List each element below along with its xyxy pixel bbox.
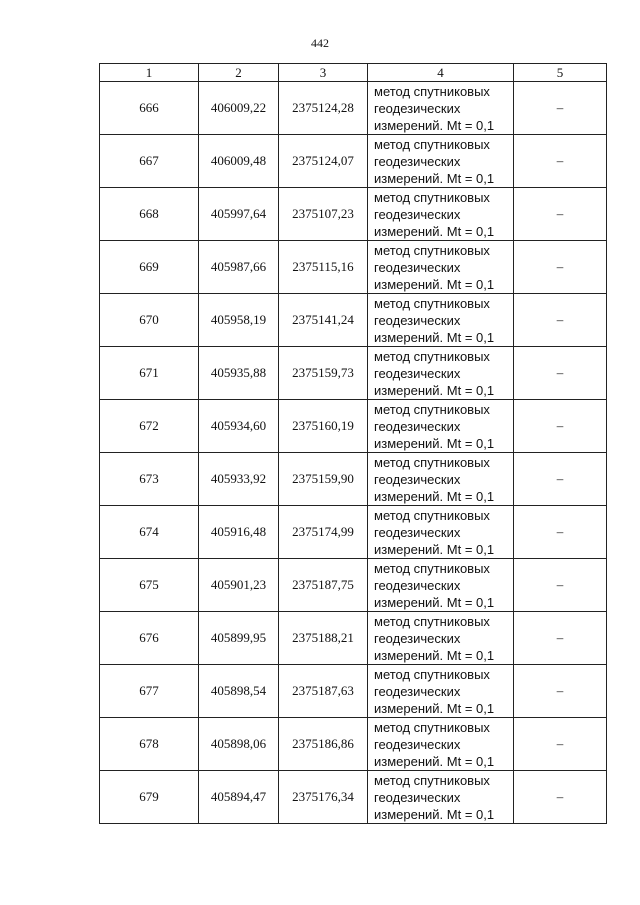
point-number: 671 bbox=[100, 347, 199, 400]
point-number: 672 bbox=[100, 400, 199, 453]
method-description bbox=[368, 400, 514, 453]
method-line-2: геодезических bbox=[374, 153, 461, 169]
coord-x: 405894,47 bbox=[199, 771, 279, 824]
note-cell: – bbox=[514, 665, 607, 718]
point-number: 679 bbox=[100, 771, 199, 824]
method-line-2: геодезических bbox=[374, 312, 461, 328]
table-row bbox=[100, 241, 607, 294]
note-cell: – bbox=[514, 294, 607, 347]
method-description bbox=[368, 559, 514, 612]
coord-x: 405898,06 bbox=[199, 718, 279, 771]
note-cell: – bbox=[514, 347, 607, 400]
method-line-3: измерений. Mt = 0,1 bbox=[374, 435, 495, 451]
coord-x: 405899,95 bbox=[199, 612, 279, 665]
method-line-1: метод спутниковых bbox=[374, 401, 490, 417]
table-row bbox=[100, 771, 607, 824]
method-description bbox=[368, 771, 514, 824]
method-line-2: геодезических bbox=[374, 789, 461, 805]
header-col-4: 4 bbox=[368, 64, 514, 82]
table-row bbox=[100, 718, 607, 771]
coord-y: 2375174,99 bbox=[279, 506, 368, 559]
method-line-2: геодезических bbox=[374, 206, 461, 222]
table-row bbox=[100, 453, 607, 506]
method-line-1: метод спутниковых bbox=[374, 295, 490, 311]
method-line-2: геодезических bbox=[374, 259, 461, 275]
method-line-3: измерений. Mt = 0,1 bbox=[374, 541, 495, 557]
method-line-1: метод спутниковых bbox=[374, 613, 490, 629]
method-line-3: измерений. Mt = 0,1 bbox=[374, 170, 495, 186]
coord-y: 2375176,34 bbox=[279, 771, 368, 824]
method-description bbox=[368, 241, 514, 294]
coord-y: 2375124,07 bbox=[279, 135, 368, 188]
point-number: 675 bbox=[100, 559, 199, 612]
method-line-3: измерений. Mt = 0,1 bbox=[374, 753, 495, 769]
table-row bbox=[100, 294, 607, 347]
point-number: 668 bbox=[100, 188, 199, 241]
note-cell: – bbox=[514, 241, 607, 294]
method-line-3: измерений. Mt = 0,1 bbox=[374, 700, 495, 716]
method-line-1: метод спутниковых bbox=[374, 136, 490, 152]
method-line-1: метод спутниковых bbox=[374, 560, 490, 576]
coord-y: 2375115,16 bbox=[279, 241, 368, 294]
coord-x: 406009,22 bbox=[199, 82, 279, 135]
method-line-1: метод спутниковых bbox=[374, 507, 490, 523]
method-line-2: геодезических bbox=[374, 418, 461, 434]
method-line-3: измерений. Mt = 0,1 bbox=[374, 223, 495, 239]
method-line-1: метод спутниковых bbox=[374, 666, 490, 682]
point-number: 667 bbox=[100, 135, 199, 188]
coord-x: 406009,48 bbox=[199, 135, 279, 188]
method-description bbox=[368, 347, 514, 400]
table-row bbox=[100, 612, 607, 665]
coord-x: 405997,64 bbox=[199, 188, 279, 241]
method-line-3: измерений. Mt = 0,1 bbox=[374, 647, 495, 663]
coord-x: 405987,66 bbox=[199, 241, 279, 294]
method-description bbox=[368, 506, 514, 559]
point-number: 677 bbox=[100, 665, 199, 718]
coord-y: 2375107,23 bbox=[279, 188, 368, 241]
method-description bbox=[368, 188, 514, 241]
method-description bbox=[368, 135, 514, 188]
header-col-2: 2 bbox=[199, 64, 279, 82]
coord-y: 2375159,73 bbox=[279, 347, 368, 400]
coord-x: 405916,48 bbox=[199, 506, 279, 559]
coord-y: 2375188,21 bbox=[279, 612, 368, 665]
method-line-2: геодезических bbox=[374, 524, 461, 540]
coord-y: 2375124,28 bbox=[279, 82, 368, 135]
table-header-row bbox=[100, 64, 607, 82]
method-line-3: измерений. Mt = 0,1 bbox=[374, 117, 495, 133]
method-line-1: метод спутниковых bbox=[374, 83, 490, 99]
header-col-3: 3 bbox=[279, 64, 368, 82]
note-cell: – bbox=[514, 506, 607, 559]
method-description bbox=[368, 82, 514, 135]
method-line-1: метод спутниковых bbox=[374, 454, 490, 470]
method-description bbox=[368, 718, 514, 771]
point-number: 676 bbox=[100, 612, 199, 665]
note-cell: – bbox=[514, 82, 607, 135]
coord-x: 405934,60 bbox=[199, 400, 279, 453]
method-line-2: геодезических bbox=[374, 577, 461, 593]
point-number: 674 bbox=[100, 506, 199, 559]
table-row bbox=[100, 188, 607, 241]
point-number: 669 bbox=[100, 241, 199, 294]
method-line-3: измерений. Mt = 0,1 bbox=[374, 488, 495, 504]
header-col-1: 1 bbox=[100, 64, 199, 82]
method-line-3: измерений. Mt = 0,1 bbox=[374, 594, 495, 610]
note-cell: – bbox=[514, 453, 607, 506]
note-cell: – bbox=[514, 559, 607, 612]
method-line-2: геодезических bbox=[374, 100, 461, 116]
note-cell: – bbox=[514, 771, 607, 824]
method-description bbox=[368, 665, 514, 718]
point-number: 666 bbox=[100, 82, 199, 135]
method-line-3: измерений. Mt = 0,1 bbox=[374, 329, 495, 345]
table-row bbox=[100, 82, 607, 135]
coord-y: 2375141,24 bbox=[279, 294, 368, 347]
coord-x: 405933,92 bbox=[199, 453, 279, 506]
coordinates-table bbox=[99, 63, 607, 824]
coord-y: 2375159,90 bbox=[279, 453, 368, 506]
method-line-2: геодезических bbox=[374, 736, 461, 752]
method-line-2: геодезических bbox=[374, 365, 461, 381]
method-line-1: метод спутниковых bbox=[374, 719, 490, 735]
coord-y: 2375187,63 bbox=[279, 665, 368, 718]
note-cell: – bbox=[514, 400, 607, 453]
coord-x: 405898,54 bbox=[199, 665, 279, 718]
coord-y: 2375160,19 bbox=[279, 400, 368, 453]
note-cell: – bbox=[514, 718, 607, 771]
method-line-2: геодезических bbox=[374, 471, 461, 487]
page-number: 442 bbox=[311, 36, 329, 50]
method-line-2: геодезических bbox=[374, 630, 461, 646]
note-cell: – bbox=[514, 135, 607, 188]
coord-y: 2375186,86 bbox=[279, 718, 368, 771]
method-description bbox=[368, 612, 514, 665]
point-number: 670 bbox=[100, 294, 199, 347]
table-row bbox=[100, 559, 607, 612]
table-row bbox=[100, 665, 607, 718]
note-cell: – bbox=[514, 188, 607, 241]
point-number: 673 bbox=[100, 453, 199, 506]
method-description bbox=[368, 294, 514, 347]
method-line-3: измерений. Mt = 0,1 bbox=[374, 276, 495, 292]
method-description bbox=[368, 453, 514, 506]
method-line-3: измерений. Mt = 0,1 bbox=[374, 382, 495, 398]
table-row bbox=[100, 506, 607, 559]
coord-x: 405901,23 bbox=[199, 559, 279, 612]
coord-x: 405935,88 bbox=[199, 347, 279, 400]
method-line-1: метод спутниковых bbox=[374, 772, 490, 788]
note-cell: – bbox=[514, 612, 607, 665]
method-line-2: геодезических bbox=[374, 683, 461, 699]
coord-x: 405958,19 bbox=[199, 294, 279, 347]
table-row bbox=[100, 347, 607, 400]
method-line-1: метод спутниковых bbox=[374, 242, 490, 258]
header-col-5: 5 bbox=[514, 64, 607, 82]
point-number: 678 bbox=[100, 718, 199, 771]
coord-y: 2375187,75 bbox=[279, 559, 368, 612]
table-row bbox=[100, 400, 607, 453]
method-line-1: метод спутниковых bbox=[374, 348, 490, 364]
table-row bbox=[100, 135, 607, 188]
method-line-3: измерений. Mt = 0,1 bbox=[374, 806, 495, 822]
method-line-1: метод спутниковых bbox=[374, 189, 490, 205]
